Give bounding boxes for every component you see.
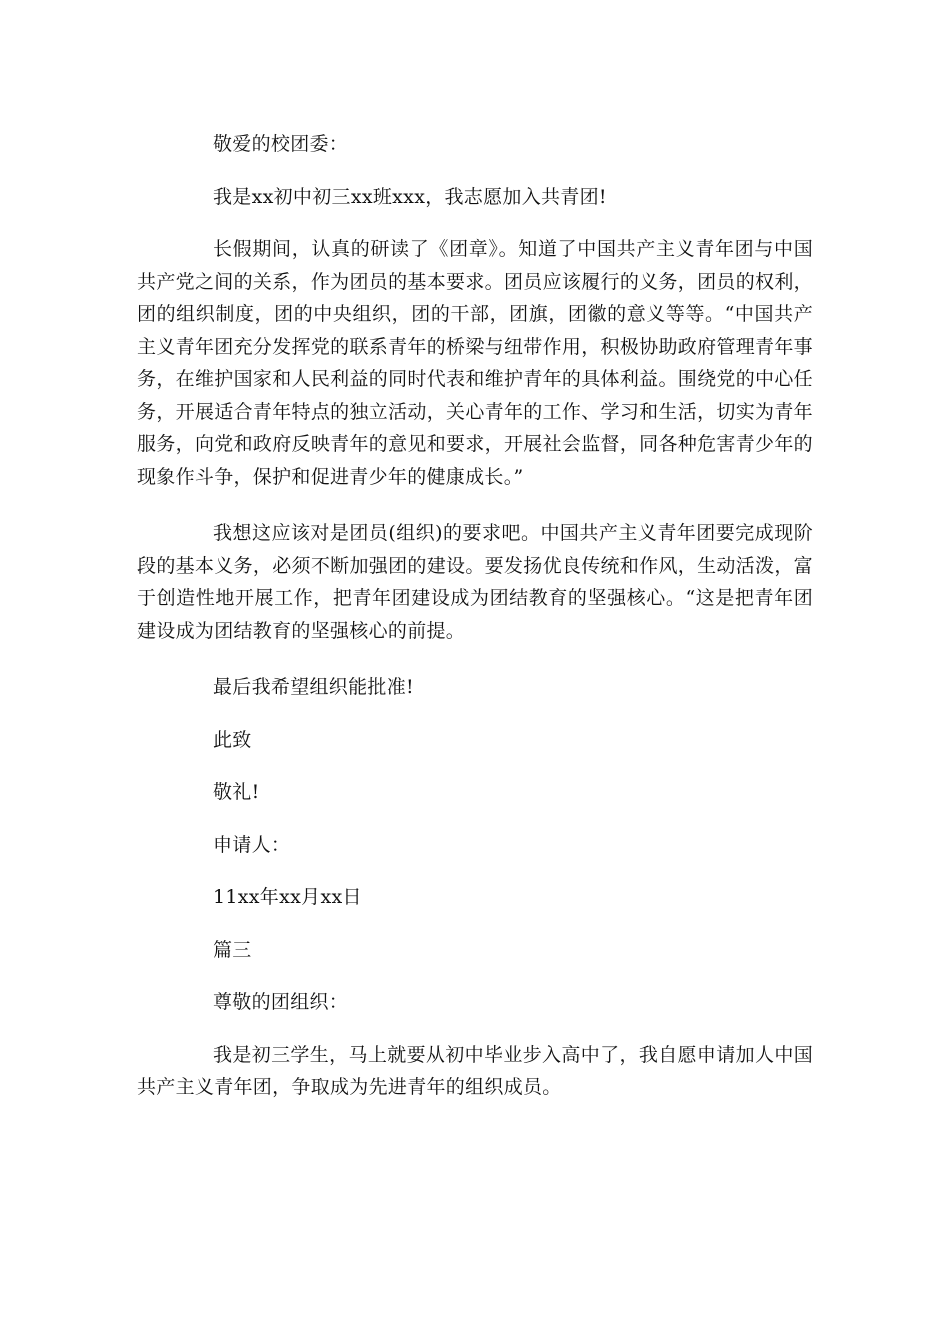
part-three-intro-paragraph: 我是初三学生，马上就要从初中毕业步入高中了，我自愿申请加人中国共产主义青年团，争取成为先进青年的组织成员。 (137, 1043, 813, 1098)
letter-body (137, 128, 813, 1128)
self-introduction: 我是xx初中初三xx班xxx，我志愿加入共青团! (213, 185, 607, 208)
requirements-paragraph: 我想这应该对是团员(组织)的要求吧。中国共产主义青年团要完成现阶段的基本义务，必须不断加强团的建设。要发扬优良传统和作风，生动活泼，富于创造性地开展工作，把青年团建设成为团结教育的坚强核心。“这是把青年团建设成为团结教育的坚强核心的前提。 (137, 522, 813, 642)
closing-jingli: 敬礼! (213, 781, 260, 803)
closing-cizhi: 此致 (213, 728, 252, 751)
applicant-label: 申请人： (213, 833, 291, 856)
salutation-school-committee: 敬爱的校团委： (213, 133, 349, 155)
salutation-league-organization: 尊敬的团组织： (213, 991, 349, 1013)
letter-date: 11xx年xx月xx日 (213, 886, 362, 908)
charter-study-paragraph: 长假期间，认真的研读了《团章》。知道了中国共产主义青年团与中国共产党之间的关系，作为团员的基本要求。团员应该履行的义务，团员的权利，团的组织制度，团的中央组织，团的干部，团旗，团徽的意义等等。“中国共产主义青年团充分发挥党的联系青年的桥梁与纽带作用，积极协助政府管理青年事务，在维护国家和人民利益的同时代表和维护青年的具体利益。围绕党的中心任务，开展适合青年特点的独立活动，关心青年的工作、学习和生活，切实为青年服务，向党和政府反映青年的意见和要求，开展社会监督，同各种危害青少年的现象作斗争，保护和促进青少年的健康成长。” (137, 238, 813, 488)
section-heading-part-three: 篇三 (213, 938, 252, 961)
approval-request: 最后我希望组织能批准! (213, 676, 414, 698)
